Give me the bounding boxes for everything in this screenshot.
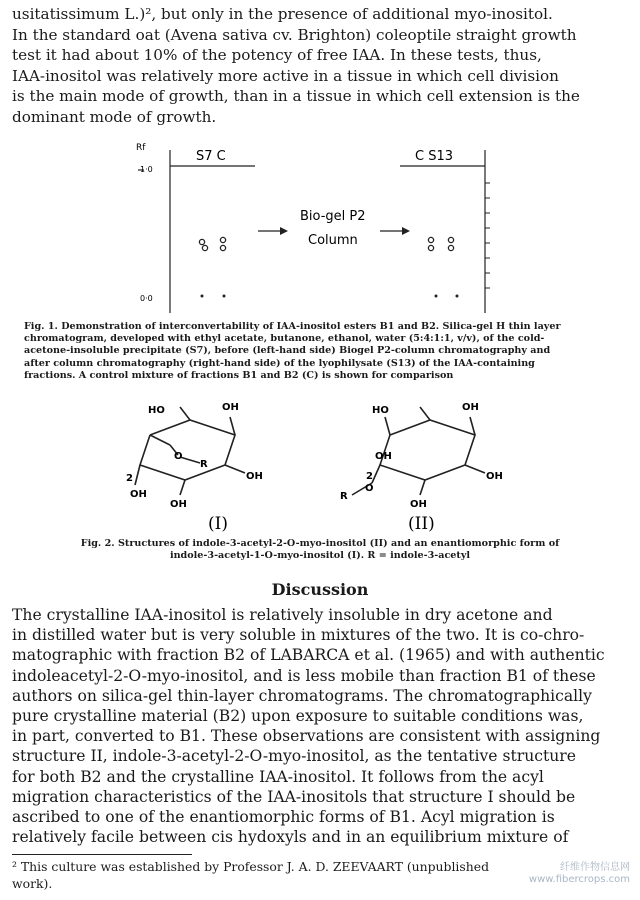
text-line: usitatissimum L.)², but only in the presence of additional myo-inositol. [12, 5, 553, 23]
oh-label: OH [170, 499, 187, 510]
oh-label: OH [130, 489, 147, 500]
o-label: O [365, 483, 374, 494]
caption-line: indole-3-acetyl-1-O-myo-inositol (I). R = indole-3-acetyl [169, 550, 471, 562]
rf-top-label: 1·0 [140, 165, 153, 174]
intro-paragraph [12, 4, 628, 127]
oh-label: OH [222, 402, 239, 413]
footnote-divider [12, 854, 192, 855]
figure-1-caption [24, 321, 616, 382]
structure-I [135, 407, 245, 495]
watermark [529, 862, 630, 886]
text-line: in part, converted to B1. These observations are consistent with assigning [12, 727, 601, 746]
arrow-label-column: Column [308, 233, 358, 248]
figure-2-structures [90, 395, 550, 535]
figure-2-caption [24, 538, 616, 562]
footnote-line: ² This culture was established by Professor J. A. D. ZEEVAART (unpublished [12, 859, 490, 874]
text-line: for both B2 and the crystalline IAA-inositol. It follows from the acyl [12, 767, 544, 786]
left-plate-header: S7 C [196, 149, 226, 164]
caption-line: Fig. 1. Demonstration of interconvertability of IAA-inositol esters B1 and B2. Silica-gel H thin layer [24, 321, 561, 332]
rf-label: Rf [136, 143, 146, 153]
oh-label: OH [375, 451, 392, 462]
text-line: ascribed to one of the enantiomorphic forms of B1. Acyl migration is [12, 808, 555, 827]
text-line: structure II, indole-3-acetyl-2-O-myo-inositol, as the tentative structure [12, 747, 576, 766]
text-line: indoleacetyl-2-O-myo-inositol, and is less mobile than fraction B1 of these [12, 666, 596, 685]
oh-label: OH [486, 471, 503, 482]
right-plate-header: C S13 [415, 149, 454, 164]
section-heading: Discussion [271, 580, 369, 599]
text-line: In the standard oat (Avena sativa cv. Brighton) coleoptile straight growth [12, 25, 577, 44]
rf-bottom-label: 0·0 [140, 294, 153, 303]
structure-II-label: (II) [408, 514, 435, 534]
text-line: IAA-inositol was relatively more active in a tissue in which cell division [12, 66, 559, 85]
text-line: migration characteristics of the IAA-inositols that structure I should be [12, 787, 576, 806]
oh-label: OH [462, 402, 479, 413]
text-line: pure crystalline material (B2) upon exposure to suitable conditions was, [12, 707, 584, 726]
discussion-paragraph [12, 605, 628, 847]
text-line: authors on silica-gel thin-layer chromatograms. The chromatographically [12, 686, 592, 705]
watermark-line: 纤维作物信息网 [560, 862, 630, 873]
oh-label: OH [410, 499, 427, 510]
text-line: dominant mode of growth. [12, 107, 217, 126]
arrow-label-biogel: Bio-gel P2 [300, 209, 366, 224]
text-line: is the main mode of growth, than in a tissue in which cell extension is the [12, 87, 580, 105]
text-line: in distilled water but is very soluble in mixtures of the two. It is co-chro- [12, 626, 585, 645]
figure-1-chromatogram [130, 138, 510, 316]
footnote-line: work). [12, 876, 53, 891]
r-label: R [200, 459, 208, 470]
caption-line: after column chromatography (right-hand side) of the lyophilysate (S13) of the IAA-containing [24, 357, 535, 369]
oh-label: OH [246, 471, 263, 482]
text-line: The crystalline IAA-inositol is relatively insoluble in dry acetone and [12, 606, 553, 624]
caption-line: chromatogram, developed with ethyl acetate, butanone, ethanol, water (5:4:1:1, v/v), of the cold- [24, 333, 545, 345]
text-line: test it had about 10% of the potency of free IAA. In these tests, thus, [12, 46, 542, 64]
ho-label: HO [372, 405, 389, 416]
ho-label: HO [148, 405, 165, 416]
position-2-label: 2 [126, 473, 133, 484]
text-line: matographic with fraction B2 of LABARCA et al. (1965) and with authentic [12, 646, 605, 665]
position-2-label: 2 [366, 471, 373, 482]
watermark-line: www.fibercrops.com [528, 874, 630, 885]
caption-line: acetone-insoluble precipitate (S7), before (left-hand side) Biogel P2-column chromatography and [24, 345, 551, 357]
caption-line: Fig. 2. Structures of indole-3-acetyl-2-O-myo-inositol (II) and an enantiomorphic form of [80, 538, 560, 549]
caption-line: fractions. A control mixture of fractions B1 and B2 (C) is shown for comparison [24, 369, 454, 381]
r-label: R [340, 491, 348, 502]
text-line: relatively facile between cis hydoxyls and in an equilibrium mixture of [12, 828, 569, 847]
o-label: O [174, 451, 183, 462]
structure-I-label: (I) [208, 514, 228, 534]
